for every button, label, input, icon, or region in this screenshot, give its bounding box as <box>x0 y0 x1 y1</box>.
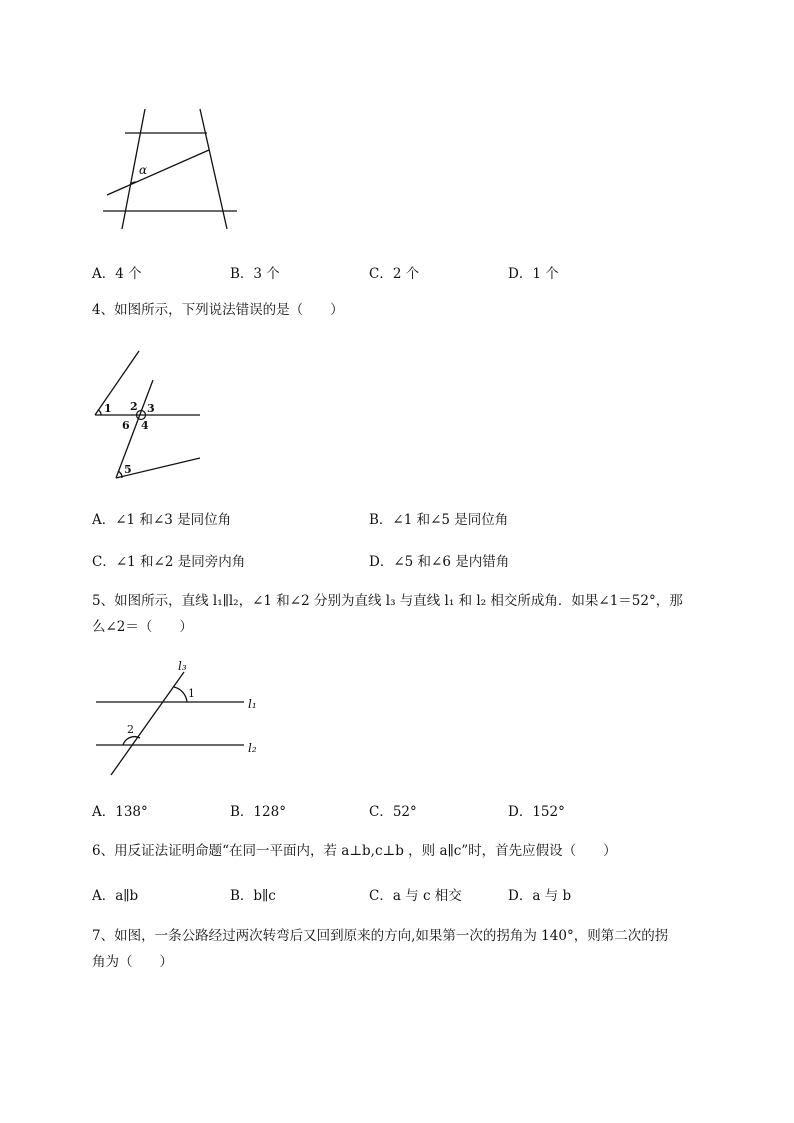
figure-q3 <box>95 105 245 235</box>
angle1-arc <box>99 410 102 415</box>
label-angle-4: 4 <box>141 419 149 432</box>
label-angle-3: 3 <box>147 402 155 415</box>
q7-stem-line1: 7、如图，一条公路经过两次转弯后又回到原来的方向,如果第一次的拐角为 140°，则第二次的拐 <box>92 928 669 944</box>
q6-stem: 6、用反证法证明命题“在同一平面内，若 a⊥b,c⊥b ，则 a∥c”时，首先应假设（ ） <box>92 843 617 859</box>
q5-option-a: A．138° <box>92 804 148 820</box>
figure-q5 <box>92 658 272 783</box>
label-l3: l₃ <box>178 659 187 673</box>
line-l3 <box>111 672 184 775</box>
q4-option-a: A．∠1 和∠3 是同位角 <box>92 512 232 528</box>
label-l2: l₂ <box>248 741 257 755</box>
q5-option-c: C．52° <box>369 804 417 820</box>
q7-stem-line2: 角为（ ） <box>92 954 173 970</box>
label-angle-5: 5 <box>124 463 132 476</box>
label-angle-1: 1 <box>104 402 112 415</box>
figure-q5-svg <box>92 658 272 783</box>
q6-option-b: B．b∥c <box>230 888 276 904</box>
q5-option-d: D．152° <box>508 804 565 820</box>
q5-stem-line1: 5、如图所示，直线 l₁∥l₂，∠1 和∠2 分别为直线 l₃ 与直线 l₁ 和 l₂ 相交所成角．如果∠1＝52°，那 <box>92 593 683 609</box>
figure-q3-svg <box>95 105 245 235</box>
q4-stem: 4、如图所示，下列说法错误的是（ ） <box>92 302 344 318</box>
q5-option-b: B．128° <box>230 804 286 820</box>
q3-option-b: B．3 个 <box>230 266 280 282</box>
figure-q4-svg <box>92 348 207 483</box>
q4-option-b: B．∠1 和∠5 是同位角 <box>369 512 509 528</box>
transversal-line <box>107 150 209 195</box>
q6-option-c: C．a 与 c 相交 <box>369 888 462 904</box>
label-angle-2: 2 <box>130 400 138 413</box>
label-angle-6: 6 <box>122 419 130 432</box>
alpha-label: α <box>139 163 148 177</box>
angle1-arc <box>174 687 187 702</box>
q3-option-d: D．1 个 <box>508 266 559 282</box>
q6-option-d: D．a 与 b <box>508 888 572 904</box>
q6-option-a: A．a∥b <box>92 888 139 904</box>
figure-q4 <box>92 348 207 483</box>
label-angle-1: 1 <box>188 687 195 700</box>
label-l1: l₁ <box>248 697 257 711</box>
q3-option-a: A．4 个 <box>92 266 142 282</box>
q3-option-c: C．2 个 <box>369 266 420 282</box>
q4-option-c: C．∠1 和∠2 是同旁内角 <box>92 554 246 570</box>
q4-option-d: D．∠5 和∠6 是内错角 <box>369 554 510 570</box>
q5-stem-line2: 么∠2＝（ ） <box>92 619 193 635</box>
label-angle-2: 2 <box>127 723 134 736</box>
